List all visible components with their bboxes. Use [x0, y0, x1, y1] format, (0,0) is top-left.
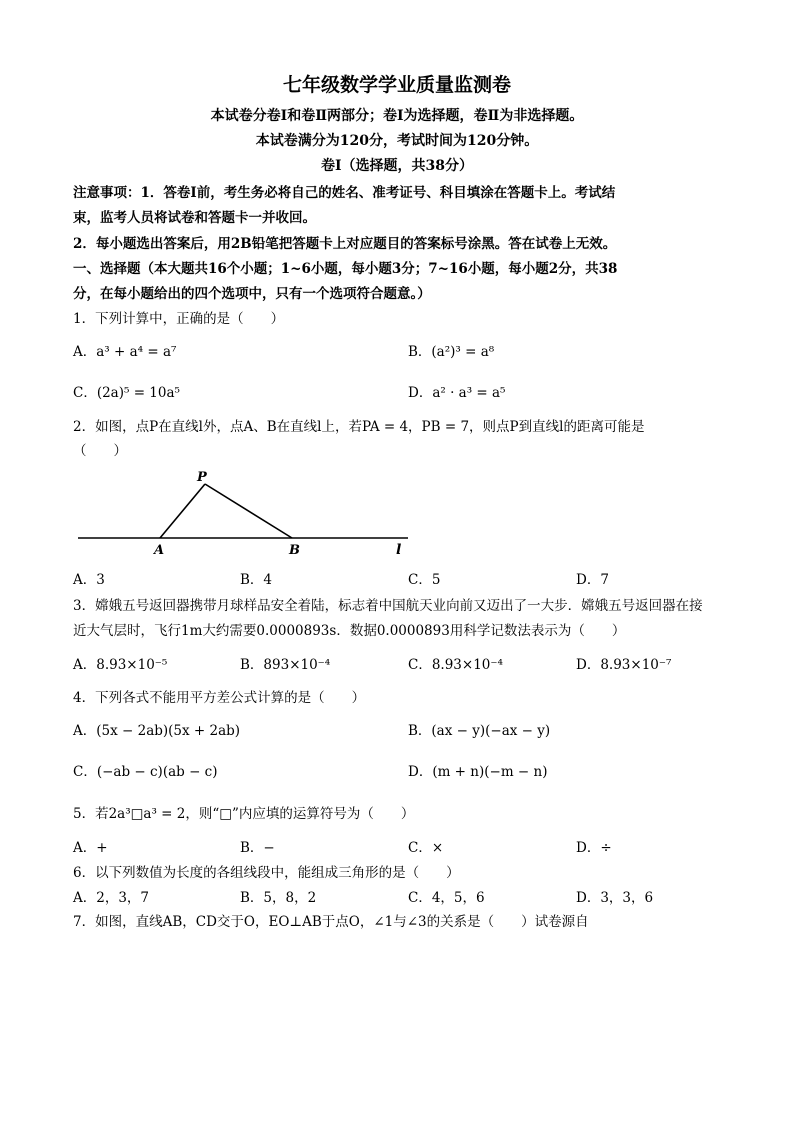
- q1-option-b: B．(a²)³ = a⁸: [408, 344, 495, 360]
- q4-option-d: D．(m + n)(−m − n): [408, 764, 548, 780]
- section-1-title: 一、选择题（本大题共16个小题；1~6小题，每小题3分；7~16小题，每小题2分，共38: [73, 261, 618, 277]
- q6-option-a: A．2，3，7: [73, 890, 150, 906]
- intro-line-1: 本试卷分卷Ⅰ和卷Ⅱ两部分；卷Ⅰ为选择题，卷Ⅱ为非选择题。: [210, 108, 584, 124]
- q3-stem-line-2: 近大气层时，飞行1m大约需要0.0000893s．数据0.0000893用科学记数法表示为（ ）: [73, 623, 626, 639]
- label-a: A: [154, 543, 165, 558]
- q1-option-d: D．a² · a³ = a⁵: [408, 385, 506, 401]
- q1-option-c: C．(2a)⁵ = 10a⁵: [73, 385, 180, 401]
- q1-option-a: A．a³ + a⁴ = a⁷: [73, 344, 177, 360]
- q5-option-b: B．−: [240, 840, 275, 856]
- q2-option-a: A．3: [73, 572, 105, 588]
- notes-line-2: 束，监考人员将试卷和答题卡一并收回。: [73, 210, 316, 226]
- q2-option-c: C．5: [408, 572, 441, 588]
- segment-pb: [205, 484, 292, 538]
- q6-option-d: D．3，3，6: [576, 890, 654, 906]
- q6-stem: 6．以下列数值为长度的各组线段中，能组成三角形的是（ ）: [73, 865, 460, 881]
- q3-stem-line-1: 3．嫦娥五号返回器携带月球样品安全着陆，标志着中国航天业向前又迈出了一大步．嫦娥五号返回器在接: [73, 598, 703, 614]
- q3-option-c: C．8.93×10⁻⁴: [408, 657, 503, 673]
- q4-option-c: C．(−ab − c)(ab − c): [73, 764, 218, 780]
- q6-option-b: B．5，8，2: [240, 890, 317, 906]
- q5-option-d: D．÷: [576, 840, 612, 856]
- q2-option-d: D．7: [576, 572, 609, 588]
- q5-stem: 5．若2a³□a³ = 2，则“□”内应填的运算符号为（ ）: [73, 806, 415, 822]
- q7-stem: 7．如图，直线AB，CD交于O，EO⊥AB于点O，∠1与∠3的关系是（ ）试卷源自: [73, 914, 589, 930]
- q5-option-c: C．×: [408, 840, 444, 856]
- q3-option-d: D．8.93×10⁻⁷: [576, 657, 672, 673]
- notes-line-3: 2．每小题选出答案后，用2B铅笔把答题卡上对应题目的答案标号涂黑。答在试卷上无效。: [73, 236, 617, 252]
- q3-option-b: B．893×10⁻⁴: [240, 657, 331, 673]
- q2-stem-line-1: 2．如图，点P在直线l外，点A、B在直线l上，若PA = 4，PB = 7，则点P到直线l的距离可能是: [73, 419, 645, 435]
- page-title: 七年级数学学业质量监测卷: [282, 74, 511, 96]
- q2-figure: [78, 462, 418, 562]
- intro-line-2: 本试卷满分为120分，考试时间为120分钟。: [255, 133, 539, 149]
- label-p: P: [197, 470, 207, 485]
- q6-option-c: C．4，5，6: [408, 890, 485, 906]
- section-heading: 卷Ⅰ（选择题，共38分）: [320, 158, 474, 174]
- q4-stem: 4．下列各式不能用平方差公式计算的是（ ）: [73, 690, 366, 706]
- q4-option-a: A．(5x − 2ab)(5x + 2ab): [73, 723, 241, 739]
- q2-option-b: B．4: [240, 572, 273, 588]
- section-1-title-cont: 分，在每小题给出的四个选项中，只有一个选项符合题意。）: [73, 286, 431, 302]
- q5-option-a: A．+: [73, 840, 108, 856]
- q2-stem-line-2: （ ）: [73, 443, 127, 459]
- q1-stem: 1．下列计算中，正确的是（ ）: [73, 311, 285, 327]
- notes-line-1: 注意事项：1．答卷Ⅰ前，考生务必将自己的姓名、准考证号、科目填涂在答题卡上。考试结: [73, 185, 616, 201]
- segment-pa: [160, 484, 205, 538]
- label-b: B: [289, 543, 300, 558]
- q4-option-b: B．(ax − y)(−ax − y): [408, 723, 551, 739]
- label-l: l: [396, 542, 402, 558]
- q3-option-a: A．8.93×10⁻⁵: [73, 657, 168, 673]
